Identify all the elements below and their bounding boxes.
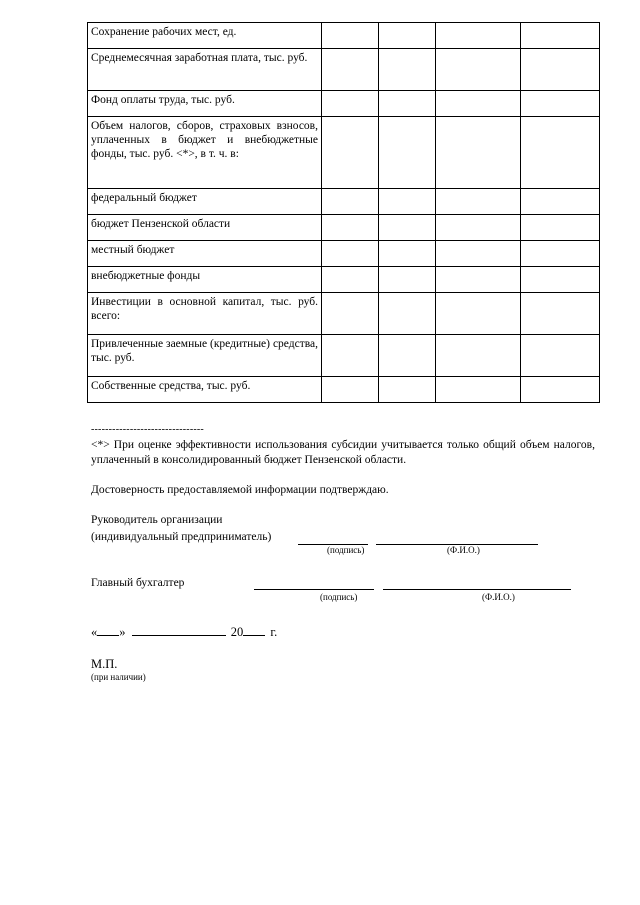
value-cell[interactable] xyxy=(436,293,521,335)
table-row xyxy=(88,335,600,377)
value-cell[interactable] xyxy=(521,91,600,117)
value-cell[interactable] xyxy=(436,23,521,49)
date-month-field[interactable] xyxy=(132,625,226,636)
value-cell[interactable] xyxy=(436,117,521,189)
table-row xyxy=(88,377,600,403)
table-row xyxy=(88,49,600,91)
value-cell[interactable] xyxy=(521,23,600,49)
value-cell[interactable] xyxy=(521,377,600,403)
value-cell[interactable] xyxy=(379,267,436,293)
value-cell[interactable] xyxy=(379,91,436,117)
date-year-suffix: г. xyxy=(270,625,278,639)
table-row xyxy=(88,117,600,189)
accountant-signature-line[interactable] xyxy=(254,589,374,590)
value-cell[interactable] xyxy=(436,189,521,215)
value-cell[interactable] xyxy=(379,293,436,335)
value-cell[interactable] xyxy=(436,49,521,91)
confirmation-statement: Достоверность предоставляемой информации подтверждаю. xyxy=(91,484,389,496)
head-title-line1: Руководитель организации xyxy=(91,514,223,526)
value-cell[interactable] xyxy=(521,117,600,189)
value-cell[interactable] xyxy=(322,267,379,293)
row-label: Инвестиции в основной капитал, тыс. руб. всего: xyxy=(88,293,322,335)
value-cell[interactable] xyxy=(436,91,521,117)
table-row xyxy=(88,241,600,267)
footnote-separator: -------------------------------- xyxy=(91,424,204,435)
indicators-table-body xyxy=(88,23,600,403)
date-century: 20 xyxy=(230,625,244,639)
value-cell[interactable] xyxy=(379,117,436,189)
row-label: бюджет Пензенской области xyxy=(88,215,322,241)
head-signature-caption: (подпись) xyxy=(327,545,365,555)
row-label: Среднемесячная заработная плата, тыс. руб. xyxy=(88,49,322,91)
row-label: Объем налогов, сборов, страховых взносов, уплаченных в бюджет и внебюджетные фонды, тыс. руб. <*>, в т. ч. в: xyxy=(88,117,322,189)
head-title-line2: (индивидуальный предприниматель) xyxy=(91,531,272,543)
date-open-quote: « xyxy=(91,625,98,639)
value-cell[interactable] xyxy=(521,293,600,335)
table-row xyxy=(88,189,600,215)
accountant-signature-caption: (подпись) xyxy=(320,592,358,602)
value-cell[interactable] xyxy=(521,215,600,241)
value-cell[interactable] xyxy=(379,49,436,91)
row-label: Сохранение рабочих мест, ед. xyxy=(88,23,322,49)
value-cell[interactable] xyxy=(436,215,521,241)
row-label: Собственные средства, тыс. руб. xyxy=(88,377,322,403)
value-cell[interactable] xyxy=(322,91,379,117)
value-cell[interactable] xyxy=(521,335,600,377)
value-cell[interactable] xyxy=(521,49,600,91)
value-cell[interactable] xyxy=(436,335,521,377)
value-cell[interactable] xyxy=(322,215,379,241)
row-label: Привлеченные заемные (кредитные) средства, тыс. руб. xyxy=(88,335,322,377)
value-cell[interactable] xyxy=(436,267,521,293)
value-cell[interactable] xyxy=(322,335,379,377)
date-close-quote: » xyxy=(119,625,126,639)
date-row xyxy=(91,625,277,640)
value-cell[interactable] xyxy=(379,241,436,267)
table-row xyxy=(88,215,600,241)
value-cell[interactable] xyxy=(322,241,379,267)
value-cell[interactable] xyxy=(436,377,521,403)
table-row xyxy=(88,293,600,335)
indicators-table xyxy=(87,22,600,403)
value-cell[interactable] xyxy=(521,189,600,215)
accountant-name-caption: (Ф.И.О.) xyxy=(482,592,515,602)
value-cell[interactable] xyxy=(379,377,436,403)
accountant-title: Главный бухгалтер xyxy=(91,577,185,589)
value-cell[interactable] xyxy=(379,189,436,215)
stamp-note: (при наличии) xyxy=(91,672,146,682)
footnote-text: <*> При оценке эффективности использования субсидии учитывается только общий объем налогов, уплаченный в консолидированный бюджет Пензенской области. xyxy=(91,439,595,466)
value-cell[interactable] xyxy=(322,49,379,91)
value-cell[interactable] xyxy=(322,117,379,189)
row-label: Фонд оплаты труда, тыс. руб. xyxy=(88,91,322,117)
table-row xyxy=(88,267,600,293)
value-cell[interactable] xyxy=(322,189,379,215)
accountant-name-line[interactable] xyxy=(383,589,571,590)
table-row xyxy=(88,91,600,117)
date-year-field[interactable] xyxy=(243,625,265,636)
row-label: федеральный бюджет xyxy=(88,189,322,215)
value-cell[interactable] xyxy=(436,241,521,267)
stamp-label: М.П. xyxy=(91,657,118,671)
value-cell[interactable] xyxy=(379,335,436,377)
value-cell[interactable] xyxy=(379,23,436,49)
value-cell[interactable] xyxy=(521,241,600,267)
row-label: местный бюджет xyxy=(88,241,322,267)
value-cell[interactable] xyxy=(322,293,379,335)
value-cell[interactable] xyxy=(521,267,600,293)
head-name-caption: (Ф.И.О.) xyxy=(447,545,480,555)
value-cell[interactable] xyxy=(322,377,379,403)
value-cell[interactable] xyxy=(379,215,436,241)
table-row xyxy=(88,23,600,49)
value-cell[interactable] xyxy=(322,23,379,49)
row-label: внебюджетные фонды xyxy=(88,267,322,293)
date-day-field[interactable] xyxy=(97,625,119,636)
